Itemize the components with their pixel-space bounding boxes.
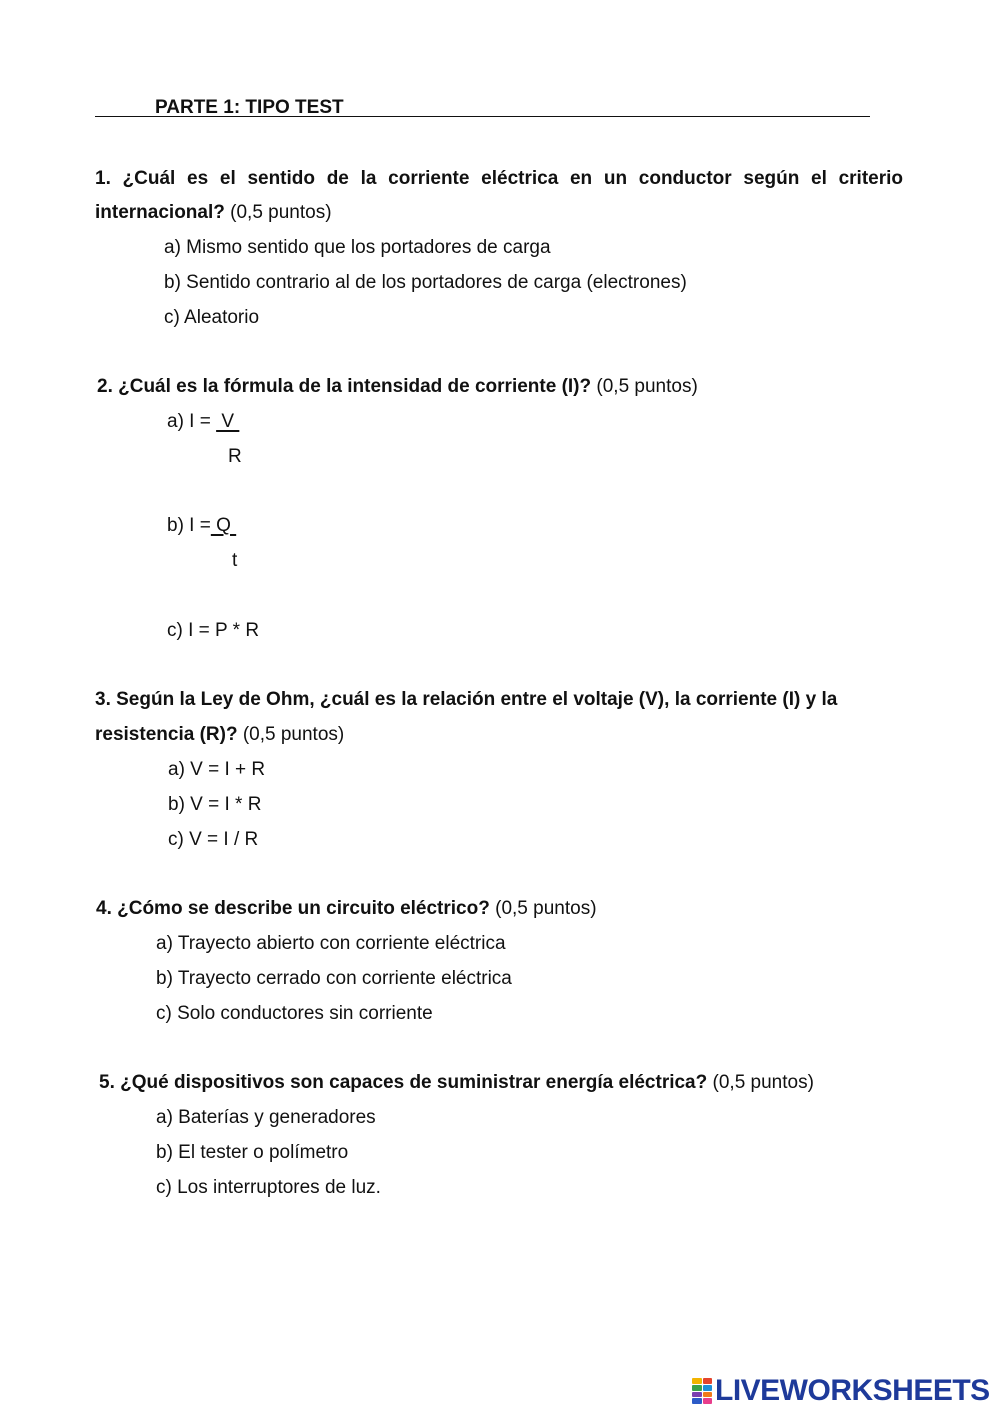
section-title: PARTE 1: TIPO TEST <box>155 97 344 118</box>
question-2-points: (0,5 puntos) <box>596 376 698 397</box>
question-2-option-a-denominator: R <box>228 446 242 467</box>
question-3-option-c[interactable]: c) V = I / R <box>168 829 259 850</box>
option-a-prefix: a) I = <box>167 411 211 432</box>
question-3-line-2 <box>95 725 344 744</box>
question-5-option-a[interactable]: a) Baterías y generadores <box>156 1107 376 1128</box>
question-4-option-b[interactable]: b) Trayecto cerrado con corriente eléctrica <box>156 968 512 989</box>
liveworksheets-logo[interactable] <box>692 1376 990 1406</box>
question-3-option-a[interactable]: a) V = I + R <box>168 759 266 780</box>
option-b-prefix: b) I = <box>167 515 211 536</box>
question-4-text: 4. ¿Cómo se describe un circuito eléctrico? <box>96 898 490 919</box>
question-2 <box>97 377 698 396</box>
question-3-text-end: resistencia (R)? <box>95 724 238 745</box>
question-4 <box>96 899 597 918</box>
logo-tiles-icon <box>692 1378 712 1404</box>
question-2-option-a[interactable] <box>167 412 239 431</box>
option-a-numerator: V <box>216 411 240 432</box>
question-1-line-1: 1. ¿Cuál es el sentido de la corriente eléctrica en un conductor según el criterio <box>95 168 903 189</box>
question-5-text: 5. ¿Qué dispositivos son capaces de suministrar energía eléctrica? <box>99 1072 708 1093</box>
question-3-option-b[interactable]: b) V = I * R <box>168 794 262 815</box>
question-4-points: (0,5 puntos) <box>495 898 597 919</box>
question-1-line-2 <box>95 203 332 222</box>
question-4-option-c[interactable]: c) Solo conductores sin corriente <box>156 1003 433 1024</box>
question-4-option-a[interactable]: a) Trayecto abierto con corriente eléctrica <box>156 933 506 954</box>
question-1-option-a[interactable]: a) Mismo sentido que los portadores de carga <box>164 237 551 258</box>
question-2-option-c[interactable]: c) I = P * R <box>167 620 260 641</box>
question-5-option-b[interactable]: b) El tester o polímetro <box>156 1142 349 1163</box>
option-b-numerator: Q <box>210 515 237 536</box>
question-1-text-end: internacional? <box>95 202 225 223</box>
question-2-option-b-denominator: t <box>232 550 238 571</box>
question-1-option-b[interactable]: b) Sentido contrario al de los portadores de carga (electrones) <box>164 272 687 293</box>
question-5-option-c[interactable]: c) Los interruptores de luz. <box>156 1177 381 1198</box>
question-1-points: (0,5 puntos) <box>230 202 332 223</box>
question-5 <box>99 1073 814 1092</box>
question-3-line-1: 3. Según la Ley de Ohm, ¿cuál es la relación entre el voltaje (V), la corriente (I) y la <box>95 689 838 710</box>
question-3-points: (0,5 puntos) <box>242 724 345 745</box>
question-2-text: 2. ¿Cuál es la fórmula de la intensidad de corriente (I)? <box>97 376 592 397</box>
question-1-option-c[interactable]: c) Aleatorio <box>164 307 260 328</box>
logo-text: LIVEWORKSHEETS <box>715 1374 990 1407</box>
question-5-points: (0,5 puntos) <box>712 1072 814 1093</box>
question-2-option-b[interactable] <box>167 516 236 535</box>
